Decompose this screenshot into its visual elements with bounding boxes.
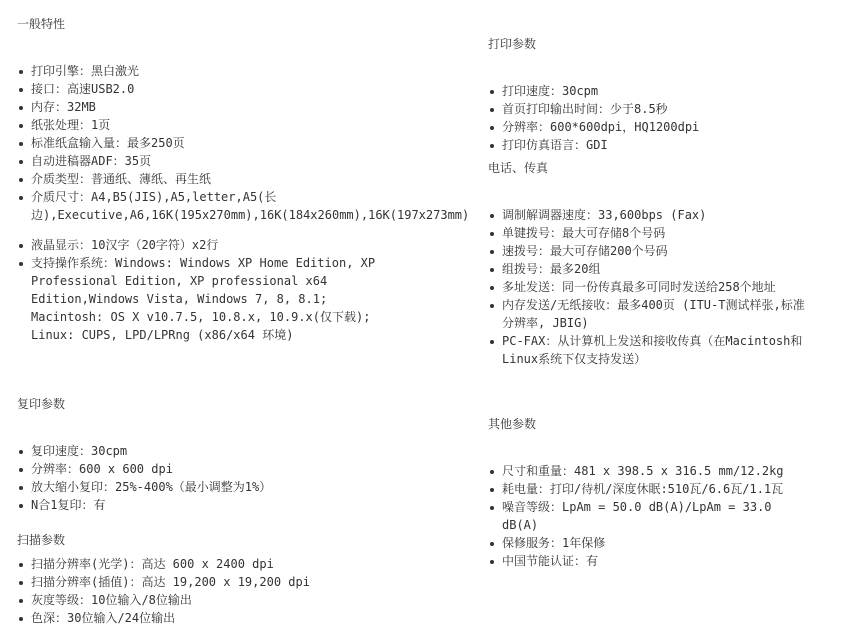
list-item: 纸张处理：1页 xyxy=(17,116,472,134)
print-heading: 打印参数 xyxy=(488,37,537,51)
scan-list xyxy=(17,555,472,627)
list-item: 自动进稿器ADF：35页 xyxy=(17,152,472,170)
list-item: 复印速度：30cpm xyxy=(17,442,472,460)
list-item: N合1复印：有 xyxy=(17,496,472,514)
other-heading: 其他参数 xyxy=(488,417,537,431)
list-item: 组拨号：最多20组 xyxy=(488,260,808,278)
list-item: PC-FAX：从计算机上发送和接收传真（在Macintosh和Linux系统下仅支持发送） xyxy=(488,332,808,368)
list-item: 标准纸盒输入量：最多250页 xyxy=(17,134,472,152)
copy-heading: 复印参数 xyxy=(17,397,66,411)
copy-list xyxy=(17,442,472,514)
print-list xyxy=(488,82,818,154)
fax-list xyxy=(488,206,808,368)
list-item: 首页打印输出时间：少于8.5秒 xyxy=(488,100,818,118)
list-item: 扫描分辨率(插值)：高达 19,200 x 19,200 dpi xyxy=(17,573,472,591)
list-item: 扫描分辨率(光学)：高达 600 x 2400 dpi xyxy=(17,555,472,573)
list-item: 打印速度：30cpm xyxy=(488,82,818,100)
list-item: 单键拨号：最大可存储8个号码 xyxy=(488,224,808,242)
list-item: 分辨率：600*600dpi，HQ1200dpi xyxy=(488,118,818,136)
list-item: 多址发送：同一份传真最多可同时发送给258个地址 xyxy=(488,278,808,296)
list-item: 内存：32MB xyxy=(17,98,472,116)
list-item: 色深：30位输入/24位输出 xyxy=(17,609,472,627)
list-item: 尺寸和重量：481 x 398.5 x 316.5 mm/12.2kg xyxy=(488,462,798,480)
general-list xyxy=(17,62,472,224)
list-item: 调制解调器速度：33,600bps (Fax) xyxy=(488,206,808,224)
list-item: 支持操作系统：Windows: Windows XP Home Edition, XP Professional Edition, XP professional x64 Edition,Windows Vista, Windows 7, 8, 8.1; Macintosh: OS X v10.7.5, 10.8.x, 10.9.x(仅下载); Linux: CUPS, LPD/LPRng (x86/x64 环境) xyxy=(17,254,387,344)
general-heading: 一般特性 xyxy=(17,17,66,31)
list-item: 介质尺寸：A4,B5(JIS),A5,letter,A5(长边),Executive,A6,16K(195x270mm),16K(184x260mm),16K(197x273mm) xyxy=(17,188,286,224)
list-item: 放大缩小复印：25%-400%（最小调整为1%） xyxy=(17,478,472,496)
list-item: 介质类型：普通纸、薄纸、再生纸 xyxy=(17,170,472,188)
other-list xyxy=(488,462,798,570)
list-item: 灰度等级：10位输入/8位输出 xyxy=(17,591,472,609)
scan-heading: 扫描参数 xyxy=(17,533,66,547)
list-item: 噪音等级：LpAm = 50.0 dB(A)/LpAm = 33.0 dB(A) xyxy=(488,498,798,534)
list-item: 中国节能认证：有 xyxy=(488,552,798,570)
list-item: 打印仿真语言：GDI xyxy=(488,136,818,154)
list-item: 保修服务：1年保修 xyxy=(488,534,798,552)
list-item: 速拨号：最大可存储200个号码 xyxy=(488,242,808,260)
list-item: 分辨率：600 x 600 dpi xyxy=(17,460,472,478)
fax-heading: 电话、传真 xyxy=(488,161,549,175)
general-list-2 xyxy=(17,236,387,344)
list-item: 接口：高速USB2.0 xyxy=(17,80,472,98)
list-item: 液晶显示：10汉字（20字符）x2行 xyxy=(17,236,387,254)
list-item: 打印引擎：黑白激光 xyxy=(17,62,472,80)
list-item: 内存发送/无纸接收：最多400页 (ITU-T测试样张,标准分辨率, JBIG) xyxy=(488,296,808,332)
list-item: 耗电量：打印/待机/深度休眠:510瓦/6.6瓦/1.1瓦 xyxy=(488,480,798,498)
